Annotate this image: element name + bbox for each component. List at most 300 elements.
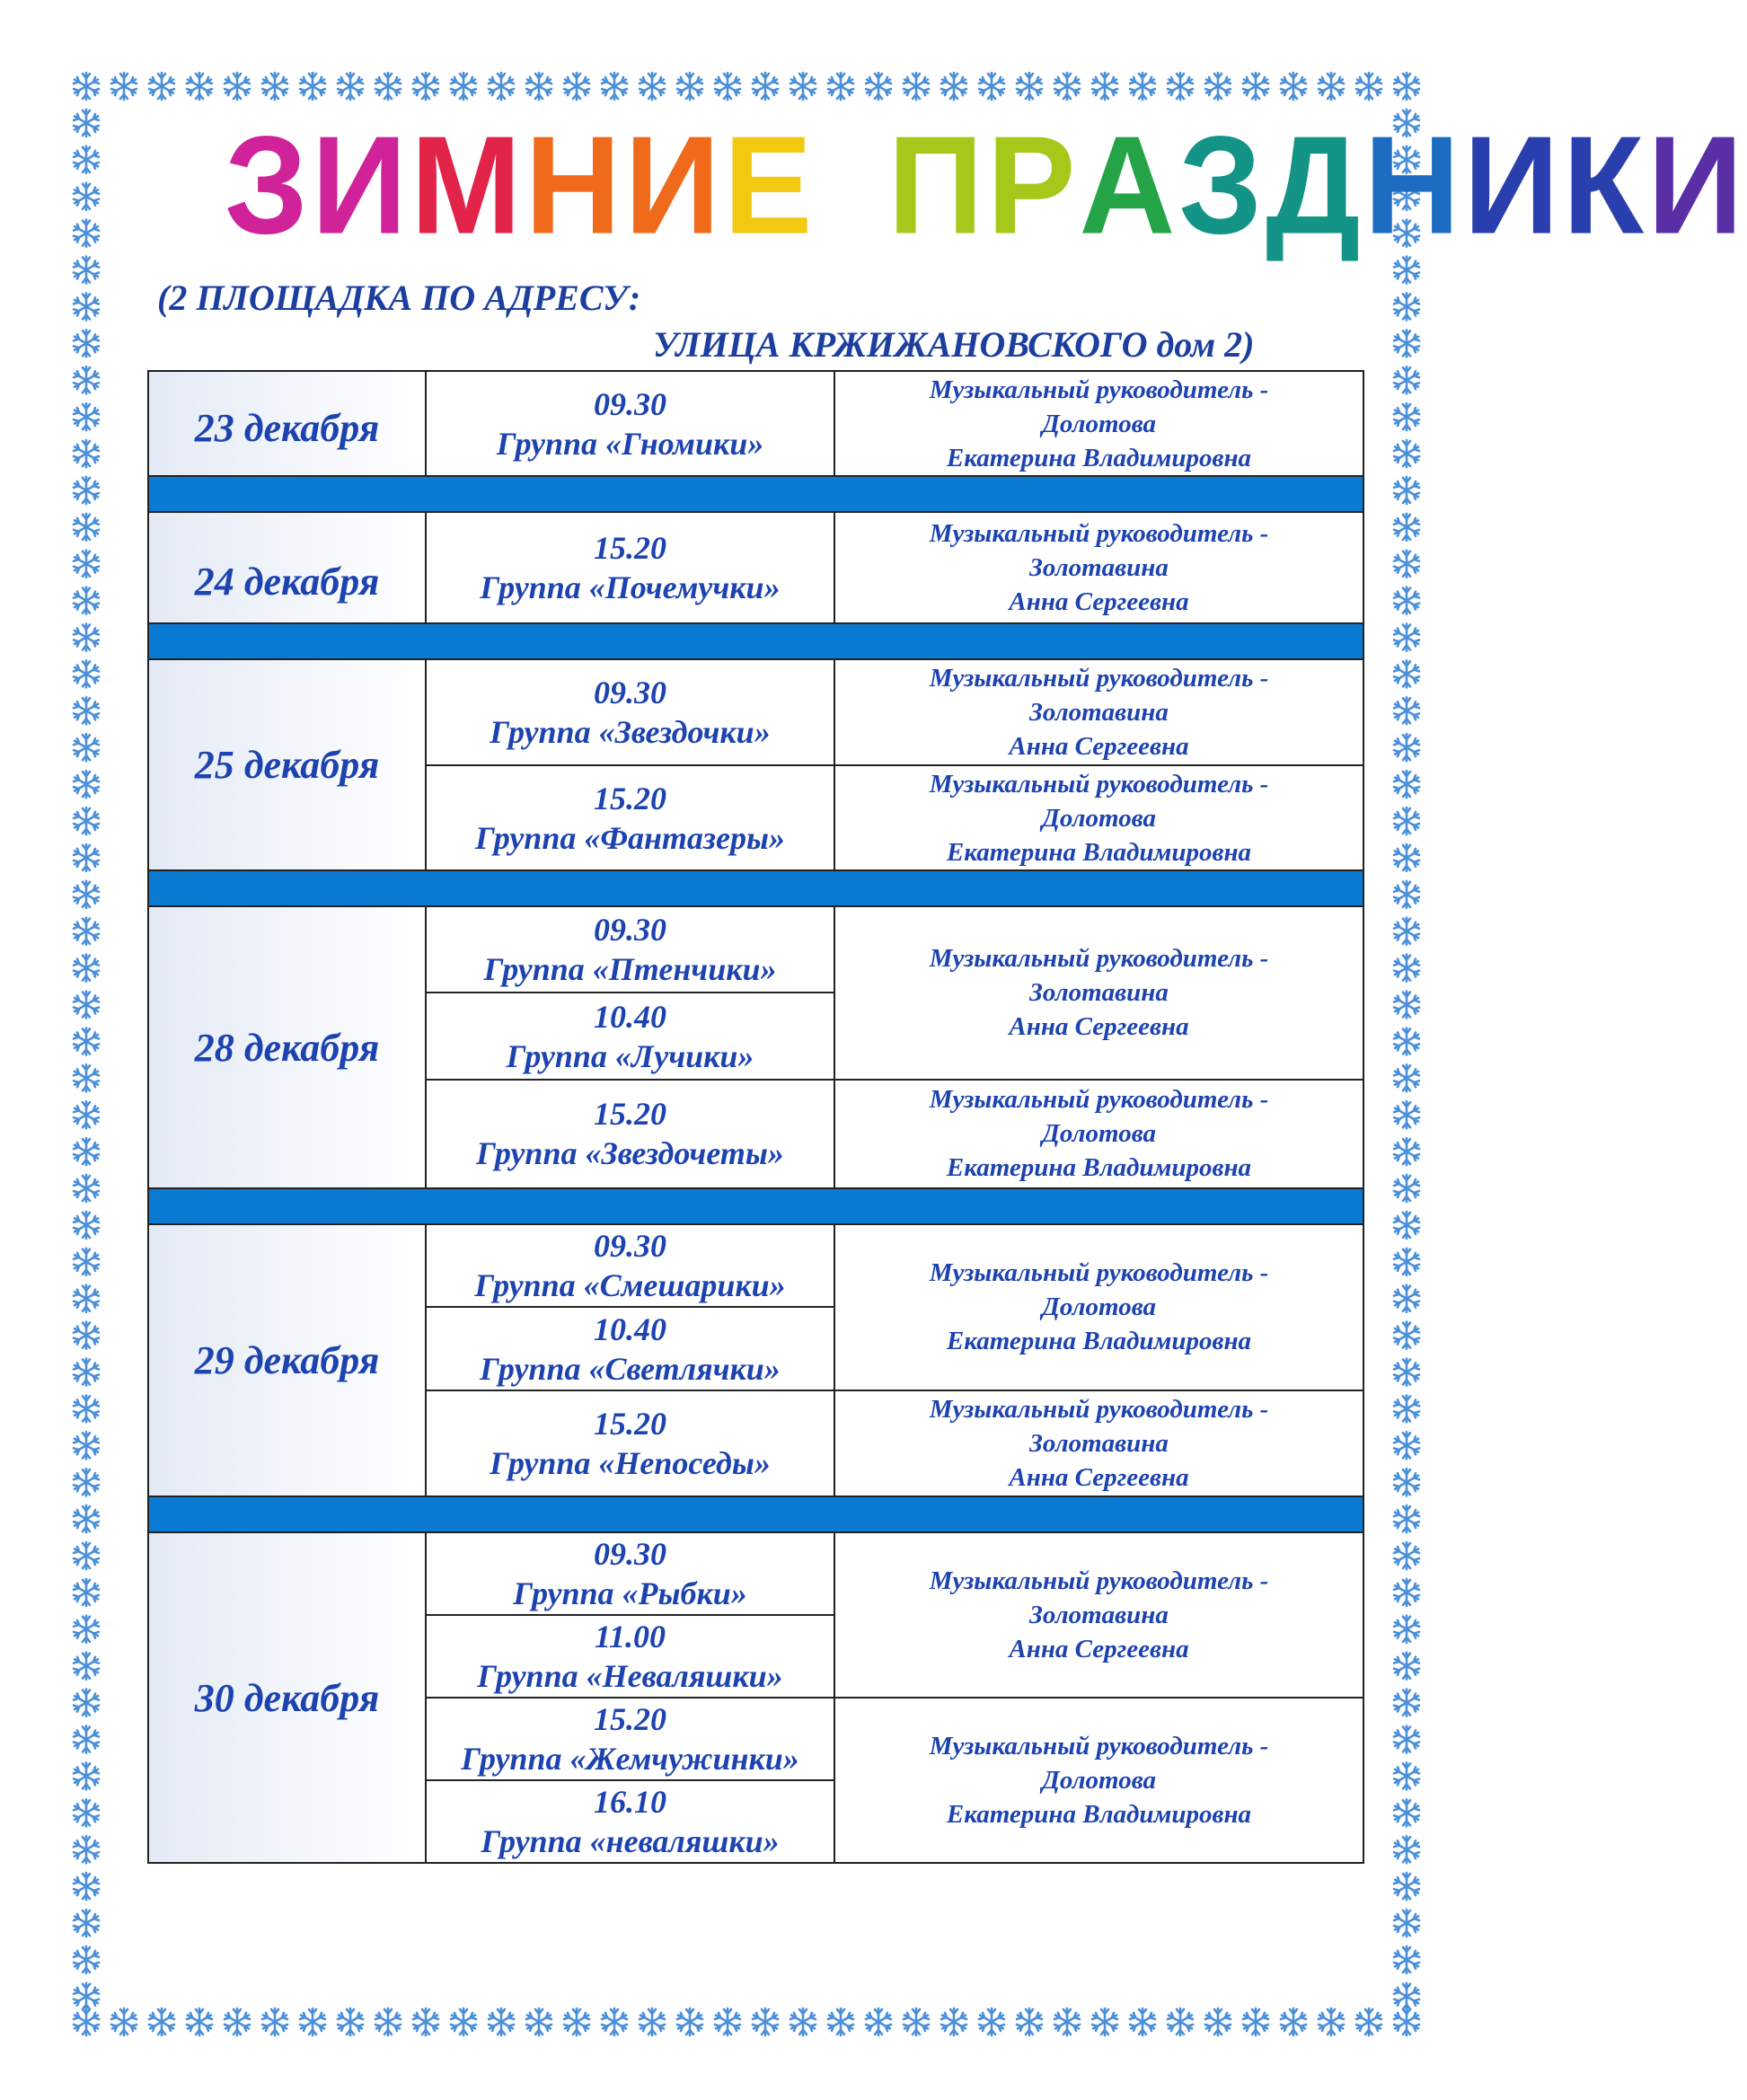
teacher-surname: Долотова (1042, 1293, 1156, 1322)
snowflake-icon (74, 1910, 99, 1937)
snowflake-icon (74, 807, 99, 834)
snowflake-icon (1394, 1616, 1419, 1643)
address-line-2: УЛИЦА КРЖИЖАНОВСКОГО дом 2) (653, 324, 1255, 365)
session-entry (427, 1306, 834, 1389)
snowflake-icon (1394, 844, 1419, 871)
snowflake-icon (74, 1542, 99, 1569)
title-letter: А (1079, 107, 1179, 264)
snowflake-icon (413, 2008, 438, 2035)
session-group: Группа «Гномики» (496, 425, 764, 462)
day-separator (147, 475, 1364, 511)
snowflake-icon (74, 1616, 99, 1643)
sessions-cell (427, 766, 835, 869)
snowflake-icon (74, 734, 99, 761)
session-group: Группа «Звездочеты» (476, 1135, 784, 1172)
day-separator (147, 1496, 1364, 1531)
teacher-cell (835, 513, 1363, 622)
teacher-role: Музыкальный руководитель - (929, 664, 1269, 693)
session-entry (427, 1533, 834, 1614)
teacher-role: Музыкальный руководитель - (929, 1085, 1269, 1115)
snowflake-icon (1394, 1983, 1419, 2010)
session-group: Группа «Неваляшки» (477, 1658, 783, 1694)
session-group: Группа «Смешарики» (474, 1267, 786, 1304)
snowflake-icon (1394, 992, 1419, 1019)
session-entry (427, 513, 834, 622)
snowflake-icon (149, 73, 174, 100)
snowflake-icon (602, 2008, 627, 2035)
day-separator (147, 622, 1364, 658)
session-block (427, 1079, 1363, 1187)
teacher-role: Музыкальный руководитель - (929, 1566, 1269, 1595)
snowflake-icon (74, 1799, 99, 1826)
session-block (427, 513, 1363, 622)
snowflake-icon (74, 771, 99, 798)
snowflake-icon (1394, 807, 1419, 834)
title-letter: З (1178, 107, 1266, 264)
teacher-surname: Золотавина (1029, 978, 1169, 1008)
table-row (147, 1223, 1364, 1496)
session-group: Группа «Непоседы» (490, 1444, 771, 1481)
snowflake-icon (1394, 1212, 1419, 1239)
session-time: 15.20 (594, 1096, 666, 1133)
snowflake-icon (1054, 73, 1080, 100)
snowflake-icon (1356, 2008, 1381, 2035)
sessions-cell (427, 372, 835, 475)
session-group: Группа «Звездочки» (490, 714, 771, 750)
snowflake-icon (1394, 587, 1419, 614)
teacher-cell (835, 907, 1363, 1079)
title-letter: Н (525, 107, 625, 264)
snowflake-icon (74, 330, 99, 357)
snowflake-icon (338, 2008, 363, 2035)
snowflake-icon (74, 110, 99, 137)
snowflake-icon (74, 1249, 99, 1275)
snowflake-icon (1394, 1836, 1419, 1863)
session-time: 15.20 (594, 530, 666, 566)
snowflake-icon (74, 1762, 99, 1789)
sessions-cell (427, 1533, 835, 1697)
snowflake-icon (1130, 2008, 1155, 2035)
snowflake-icon (74, 1285, 99, 1312)
snowflake-icon (74, 1873, 99, 1900)
session-entry (427, 372, 834, 475)
teacher-surname: Долотова (1042, 1119, 1156, 1149)
snowflake-icon (1017, 2008, 1042, 2035)
snowflake-icon (74, 1359, 99, 1386)
snowflake-icon (715, 2008, 740, 2035)
snowflake-icon (451, 2008, 476, 2035)
snowflake-icon (1394, 1064, 1419, 1091)
snowflake-icon (225, 2008, 250, 2035)
title-letter: Н (1363, 107, 1464, 264)
teacher-name: Анна Сергеевна (1009, 1462, 1189, 1492)
snowflake-icon (262, 2008, 287, 2035)
snowflake-icon (74, 183, 99, 210)
title-letter: И (311, 107, 411, 264)
teacher-cell (835, 1533, 1363, 1697)
table-row (147, 905, 1364, 1187)
teacher-cell (835, 372, 1363, 475)
session-group: Группа «Фантазеры» (475, 819, 785, 856)
table-row (147, 370, 1364, 475)
snowflake-icon (1394, 955, 1419, 982)
table-bottom-border (147, 1862, 1364, 1864)
session-time: 15.20 (594, 780, 666, 816)
session-time: 09.30 (594, 1536, 666, 1572)
snowflake-icon (602, 73, 627, 100)
teacher-role: Музыкальный руководитель - (929, 1732, 1269, 1760)
sessions-cell (427, 1699, 835, 1862)
snowflake-icon (866, 73, 891, 100)
table-row (147, 511, 1364, 622)
title-letter: К (1562, 107, 1648, 264)
teacher-name: Екатерина Владимировна (946, 1153, 1252, 1183)
session-time: 09.30 (594, 385, 666, 422)
teacher-name: Екатерина Владимировна (946, 1800, 1252, 1829)
snowflake-icon (564, 73, 589, 100)
title-letter: Е (723, 107, 816, 264)
teacher-name: Екатерина Владимировна (946, 1327, 1252, 1356)
date-cell: 29 декабря (149, 1225, 427, 1496)
session-block (427, 372, 1363, 475)
snowflake-icon (526, 2008, 551, 2035)
teacher-cell (835, 1391, 1363, 1496)
snowflake-icon (1394, 1873, 1419, 1900)
snowflake-icon (1319, 73, 1344, 100)
title-letter: И (1463, 107, 1563, 264)
snowflake-icon (74, 1101, 99, 1128)
session-entry (427, 1081, 834, 1187)
session-block (427, 1533, 1363, 1697)
snowflake-icon (74, 697, 99, 724)
snowflake-icon (828, 73, 853, 100)
snowflake-icon (74, 660, 99, 687)
session-time: 15.20 (594, 1701, 666, 1737)
sessions-cell (427, 1225, 835, 1390)
teacher-cell (835, 1081, 1363, 1187)
snowflake-icon (74, 1579, 99, 1606)
snowflake-icon (941, 73, 966, 100)
snowflake-icon (74, 844, 99, 871)
snowflake-icon (187, 73, 212, 100)
snowflake-icon (753, 73, 778, 100)
teacher-surname: Долотова (1042, 1766, 1156, 1795)
teacher-surname: Долотова (1042, 409, 1156, 438)
snowflake-icon (1394, 551, 1419, 578)
session-entry (427, 1779, 834, 1862)
snowflake-icon (564, 2008, 589, 2035)
snowflake-icon (1394, 1910, 1419, 1937)
teacher-role: Музыкальный руководитель - (929, 1394, 1269, 1424)
snowflake-icon (1394, 660, 1419, 687)
teacher-surname: Золотавина (1029, 553, 1169, 582)
snowflake-icon (74, 1836, 99, 1863)
snowflake-icon (413, 73, 438, 100)
session-time: 10.40 (594, 1310, 666, 1347)
session-entry (427, 1225, 834, 1306)
snowflake-icon (1394, 697, 1419, 724)
snowflake-icon (74, 1064, 99, 1091)
snowflake-icon (1394, 1395, 1419, 1422)
teacher-surname: Золотавина (1029, 1428, 1169, 1458)
teacher-role: Музыкальный руководитель - (929, 944, 1269, 974)
teacher-name: Анна Сергеевна (1009, 732, 1189, 761)
snowflake-icon (1092, 73, 1117, 100)
sessions-cell (427, 660, 835, 764)
session-entry (427, 1614, 834, 1697)
title-letter: П (887, 107, 987, 264)
snowflake-icon (74, 1983, 99, 2010)
snowflake-icon (1394, 2008, 1419, 2035)
snowflake-icon (74, 1322, 99, 1349)
title-letter: И (1647, 107, 1747, 264)
day-separator (147, 1187, 1364, 1223)
snowflake-icon (1168, 2008, 1193, 2035)
snowflake-icon (74, 1946, 99, 1973)
snowflake-icon (300, 73, 325, 100)
snowflake-icon (74, 403, 99, 430)
snowflake-icon (1394, 1028, 1419, 1054)
snowflake-icon (74, 146, 99, 173)
snowflake-icon (979, 2008, 1004, 2035)
session-entry (427, 1699, 834, 1779)
snowflake-icon (74, 955, 99, 982)
snowflake-icon (1394, 1285, 1419, 1312)
snowflake-icon (1243, 2008, 1268, 2035)
snowflake-icon (1394, 330, 1419, 357)
session-entry (427, 766, 834, 869)
snowflake-icon (74, 1138, 99, 1165)
date-cell: 24 декабря (149, 513, 427, 622)
snowflake-icon (1054, 2008, 1080, 2035)
snowflake-icon (74, 293, 99, 320)
title-letter: М (410, 107, 525, 264)
teacher-name: Екатерина Владимировна (946, 837, 1252, 867)
session-time: 10.40 (594, 998, 666, 1035)
sessions-cell (427, 1081, 835, 1187)
session-time: 09.30 (594, 675, 666, 710)
snowflake-icon (262, 73, 287, 100)
snowflake-icon (74, 514, 99, 541)
teacher-name: Анна Сергеевна (1009, 587, 1189, 616)
snowflake-icon (1017, 73, 1042, 100)
session-block (427, 1390, 1363, 1496)
session-group: Группа «Птенчики» (483, 951, 777, 988)
date-cell: 23 декабря (149, 372, 427, 475)
title-letter: И (624, 107, 724, 264)
snowflake-icon (1394, 1579, 1419, 1606)
session-entry (427, 660, 834, 764)
session-entry (427, 1391, 834, 1496)
snowflake-icon (979, 73, 1004, 100)
snowflake-icon (375, 2008, 401, 2035)
snowflake-icon (1394, 1175, 1419, 1202)
snowflake-icon (866, 2008, 891, 2035)
title-letter (851, 106, 887, 267)
snowflake-icon (715, 73, 740, 100)
teacher-cell (835, 1699, 1363, 1862)
snowflake-icon (74, 624, 99, 651)
session-entry (427, 907, 834, 992)
snowflake-icon (1394, 1101, 1419, 1128)
snowflake-icon (1394, 1469, 1419, 1496)
snowflake-icon (753, 2008, 778, 2035)
session-group: Группа «Жемчужинки» (461, 1741, 799, 1777)
session-block (427, 764, 1363, 869)
snowflake-icon (790, 2008, 816, 2035)
snowflake-icon (187, 2008, 212, 2035)
snowflake-icon (111, 73, 137, 100)
title-letter (816, 106, 851, 267)
snowflake-icon (904, 2008, 929, 2035)
session-time: 15.20 (594, 1405, 666, 1442)
session-block (427, 907, 1363, 1079)
session-entry (427, 992, 834, 1078)
title-letter: З (225, 107, 312, 264)
snowflake-icon (677, 2008, 702, 2035)
teacher-cell (835, 660, 1363, 764)
snowflake-icon (74, 366, 99, 393)
snowflake-icon (74, 440, 99, 467)
session-group: Группа «Почемучки» (480, 569, 781, 605)
snowflake-icon (338, 73, 363, 100)
snowflake-icon (1394, 1542, 1419, 1569)
snowflake-icon (375, 73, 401, 100)
snowflake-icon (74, 1469, 99, 1496)
snowflake-icon (1394, 1138, 1419, 1165)
snowflake-icon (1394, 403, 1419, 430)
snowflake-icon (74, 1028, 99, 1054)
address-line-1: (2 ПЛОЩАДКА ПО АДРЕСУ: (157, 278, 641, 318)
sessions-cell (427, 513, 835, 622)
snowflake-icon (1092, 2008, 1117, 2035)
snowflake-icon (74, 1690, 99, 1716)
session-time: 09.30 (594, 1228, 666, 1265)
snowflake-icon (74, 220, 99, 247)
snowflake-icon (1394, 1653, 1419, 1680)
snowflake-icon (111, 2008, 137, 2035)
teacher-cell (835, 766, 1363, 869)
session-block (427, 660, 1363, 764)
date-cell: 28 декабря (149, 907, 427, 1187)
snowflake-icon (74, 1505, 99, 1532)
snowflake-icon (1394, 771, 1419, 798)
snowflake-icon (451, 73, 476, 100)
snowflake-icon (677, 73, 702, 100)
snowflake-icon (828, 2008, 853, 2035)
snowflake-icon (1168, 73, 1193, 100)
snowflake-icon (489, 73, 514, 100)
snowflake-icon (149, 2008, 174, 2035)
teacher-surname: Золотавина (1029, 698, 1169, 727)
session-group: Группа «неваляшки» (481, 1823, 780, 1859)
snowflake-icon (790, 73, 816, 100)
day-separator (147, 869, 1364, 905)
title-letter: Р (986, 107, 1080, 264)
snowflake-icon (1394, 73, 1419, 100)
snowflake-icon (1394, 918, 1419, 945)
snowflake-icon (74, 1175, 99, 1202)
teacher-cell (835, 1225, 1363, 1390)
snowflake-icon (1356, 73, 1381, 100)
teacher-surname: Золотавина (1029, 1601, 1169, 1629)
snowflake-icon (1394, 1505, 1419, 1532)
page-title (225, 106, 1747, 267)
title-letter: Д (1266, 107, 1364, 264)
teacher-surname: Долотова (1042, 803, 1156, 833)
teacher-name: Екатерина Владимировна (946, 443, 1252, 472)
snowflake-icon (74, 1395, 99, 1422)
snowflake-icon (640, 73, 665, 100)
snowflake-icon (1394, 1799, 1419, 1826)
snowflake-icon (1394, 1726, 1419, 1753)
snowflake-icon (74, 587, 99, 614)
snowflake-icon (526, 73, 551, 100)
snowflake-icon (941, 2008, 966, 2035)
snowflake-icon (1394, 514, 1419, 541)
snowflake-icon (74, 1653, 99, 1680)
date-cell: 30 декабря (149, 1533, 427, 1862)
snowflake-icon (74, 73, 99, 100)
session-block (427, 1225, 1363, 1390)
snowflake-icon (1205, 2008, 1231, 2035)
session-time: 16.10 (594, 1784, 666, 1820)
snowflake-icon (1394, 1432, 1419, 1459)
snowflake-icon (74, 257, 99, 284)
snowflake-icon (1394, 1946, 1419, 1973)
snowflake-icon (74, 477, 99, 504)
snowflake-icon (1394, 881, 1419, 908)
teacher-role: Музыкальный руководитель - (929, 519, 1269, 548)
teacher-name: Анна Сергеевна (1009, 1635, 1189, 1663)
snowflake-icon (1243, 73, 1268, 100)
snowflake-icon (1130, 73, 1155, 100)
snowflake-icon (1394, 1322, 1419, 1349)
snowflake-icon (640, 2008, 665, 2035)
teacher-role: Музыкальный руководитель - (929, 1258, 1269, 1288)
snowflake-icon (1394, 624, 1419, 651)
snowflake-icon (489, 2008, 514, 2035)
date-cell: 25 декабря (149, 660, 427, 869)
snowflake-icon (1394, 440, 1419, 467)
snowflake-icon (1394, 1249, 1419, 1275)
snowflake-icon (74, 1432, 99, 1459)
snowflake-icon (1394, 734, 1419, 761)
teacher-role: Музыкальный руководитель - (929, 375, 1269, 404)
snowflake-icon (74, 551, 99, 578)
snowflake-icon (300, 2008, 325, 2035)
teacher-role: Музыкальный руководитель - (929, 769, 1269, 799)
schedule-table (147, 370, 1364, 1864)
snowflake-icon (1394, 1690, 1419, 1716)
session-group: Группа «Лучики» (506, 1037, 754, 1074)
snowflake-icon (904, 73, 929, 100)
snowflake-icon (1394, 1359, 1419, 1386)
session-time: 09.30 (594, 912, 666, 949)
session-group: Группа «Светлячки» (480, 1350, 781, 1387)
snowflake-icon (1281, 2008, 1306, 2035)
snowflake-icon (74, 992, 99, 1019)
table-row (147, 1531, 1364, 1862)
session-block (427, 1697, 1363, 1862)
snowflake-icon (74, 2008, 99, 2035)
snowflake-icon (1205, 73, 1231, 100)
snowflake-icon (74, 1726, 99, 1753)
session-time: 11.00 (594, 1619, 666, 1654)
sessions-cell (427, 1391, 835, 1496)
snowflake-icon (1319, 2008, 1344, 2035)
snowflake-icon (1394, 477, 1419, 504)
